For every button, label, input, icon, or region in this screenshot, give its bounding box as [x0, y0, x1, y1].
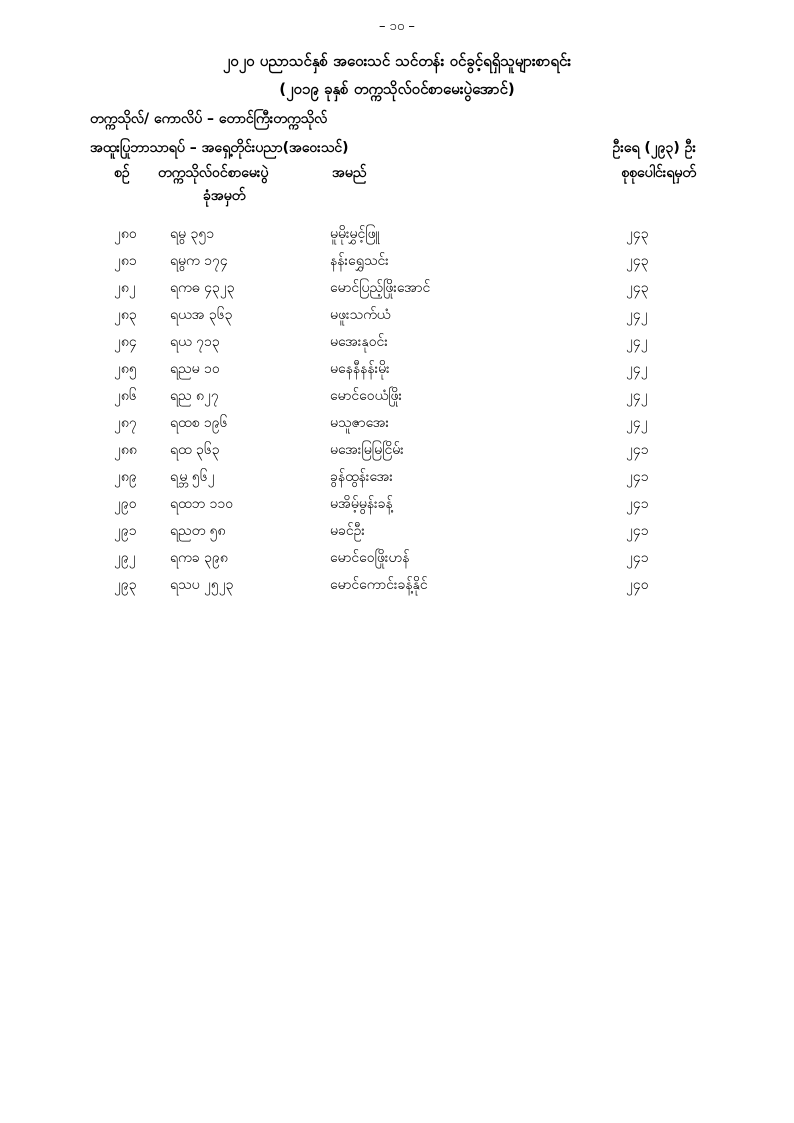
- row-number: ၂၈၀: [114, 226, 137, 242]
- row-number: ၂၈၁: [114, 253, 137, 269]
- roll-number: ရယအ ၃၆၃: [170, 307, 233, 323]
- student-name: မောင်ကောင်းခန့်နိုင်: [330, 577, 428, 593]
- total-score: ၂၄၃: [626, 253, 649, 269]
- row-number: ၂၈၈: [114, 442, 137, 458]
- roll-number: ရကခ ၃၉၈: [170, 550, 228, 566]
- table-row: [0, 575, 794, 602]
- total-score: ၂၄၂: [626, 388, 648, 404]
- table-row: [0, 548, 794, 575]
- header-no: စဉ်: [114, 165, 130, 181]
- row-number: ၂၉၀: [114, 496, 137, 512]
- table-row: [0, 332, 794, 359]
- table-row: [0, 224, 794, 251]
- row-number: ၂၈၃: [114, 307, 137, 323]
- roll-number: ရထစ ၁၉၆: [170, 415, 228, 431]
- roll-number: ရမွက ၁၇၄: [170, 253, 228, 269]
- table-row: [0, 386, 794, 413]
- total-score: ၂၄၂: [626, 415, 648, 431]
- table-row: [0, 305, 794, 332]
- roll-number: ရယ ၇၁၃: [170, 334, 220, 350]
- row-number: ၂၈၆: [114, 388, 137, 404]
- student-name: နန်းရွှေသင်း: [330, 253, 389, 269]
- total-score: ၂၄၁: [626, 442, 649, 458]
- roll-number: ရည ၈၂၇: [170, 388, 219, 404]
- total-score: ၂၄၀: [626, 577, 649, 593]
- major-line: အထူးပြုဘာသာရပ် – အရှေ့တိုင်းပညာ(အဝေးသင်): [90, 140, 349, 156]
- total-score: ၂၄၂: [626, 307, 648, 323]
- total-score: ၂၄၂: [626, 361, 648, 377]
- row-number: ၂၈၇: [114, 415, 137, 431]
- results-list: [0, 224, 794, 602]
- row-number: ၂၉၃: [114, 577, 137, 593]
- student-name: မောင်ဝေဖြိုးဟန်: [330, 550, 410, 566]
- university-line: တက္ကသိုလ်/ ကောလိပ် – တောင်ကြီးတက္ကသိုလ်: [90, 111, 328, 127]
- table-row: [0, 251, 794, 278]
- student-name: မောင်ဝေယံဖြိုး: [330, 388, 403, 404]
- student-name: မအေးမြမြငြိမ်း: [330, 442, 404, 458]
- header-name: အမည်: [332, 165, 367, 181]
- table-row: [0, 494, 794, 521]
- total-score: ၂၄၂: [626, 334, 648, 350]
- quota-line: ဦးရေ (၂၉၃) ဦး: [612, 140, 696, 156]
- page-number: – ၁၀ –: [379, 19, 415, 34]
- table-row: [0, 278, 794, 305]
- total-score: ၂၄၃: [626, 280, 649, 296]
- student-name: ခွန်ထွန်းအေး: [330, 469, 393, 485]
- student-name: မအိမ့်မွန်းခန့်: [330, 496, 393, 512]
- table-row: [0, 359, 794, 386]
- student-name: မနေနီနန်းမိုး: [330, 361, 390, 377]
- row-number: ၂၈၅: [114, 361, 137, 377]
- student-name: မခင်ဦး: [330, 523, 365, 539]
- row-number: ၂၈၉: [114, 469, 137, 485]
- table-row: [0, 467, 794, 494]
- student-name: မူမိုးမွှင့်ဖြူ: [330, 226, 380, 242]
- student-name: မဖူးသက်ယံ: [330, 307, 391, 323]
- table-row: [0, 521, 794, 548]
- row-number: ၂၈၂: [114, 280, 136, 296]
- total-score: ၂၄၁: [626, 469, 649, 485]
- roll-number: ရထဘ ၁၁၀: [170, 496, 234, 512]
- document-subtitle: (၂၀၁၉ ခုနှစ် တက္ကသိုလ်ဝင်စာမေးပွဲအောင်): [279, 80, 515, 98]
- roll-number: ရသပ ၂၅၂၃: [170, 577, 234, 593]
- row-number: ၂၈၄: [114, 334, 137, 350]
- document-title: ၂၀၂၀ ပညာသင်နှစ် အဝေးသင် သင်တန်း ဝင်ခွင့်ရရှိသူများစာရင်း: [222, 52, 572, 70]
- total-score: ၂၄၁: [626, 523, 649, 539]
- header-roll: တက္ကသိုလ်ဝင်စာမေးပွဲ: [158, 165, 269, 181]
- student-name: မသူဇာအေး: [330, 415, 390, 431]
- roll-number: ရညမ ၁၀: [170, 361, 220, 377]
- total-score: ၂၄၃: [626, 226, 649, 242]
- roll-number: ရကဓ ၄၃၂၃: [170, 280, 235, 296]
- student-name: မောင်ပြည့်ဖြိုးအောင်: [330, 280, 431, 296]
- roll-number: ရမွ ၃၅၁: [170, 226, 215, 242]
- row-number: ၂၉၂: [114, 550, 136, 566]
- student-name: မအေးနုဝင်း: [330, 334, 388, 350]
- header-score: စုစုပေါင်းရမှတ်: [621, 165, 696, 181]
- total-score: ၂၄၁: [626, 550, 649, 566]
- header-roll-second-line: ခုံအမှတ်: [203, 188, 246, 204]
- table-row: [0, 440, 794, 467]
- total-score: ၂၄၁: [626, 496, 649, 512]
- row-number: ၂၉၁: [114, 523, 137, 539]
- roll-number: ရထ ၃၆၃: [170, 442, 220, 458]
- roll-number: ရမ္ဘ ၅၆၂: [170, 469, 215, 485]
- roll-number: ရညတ ၅၈: [170, 523, 226, 539]
- table-row: [0, 413, 794, 440]
